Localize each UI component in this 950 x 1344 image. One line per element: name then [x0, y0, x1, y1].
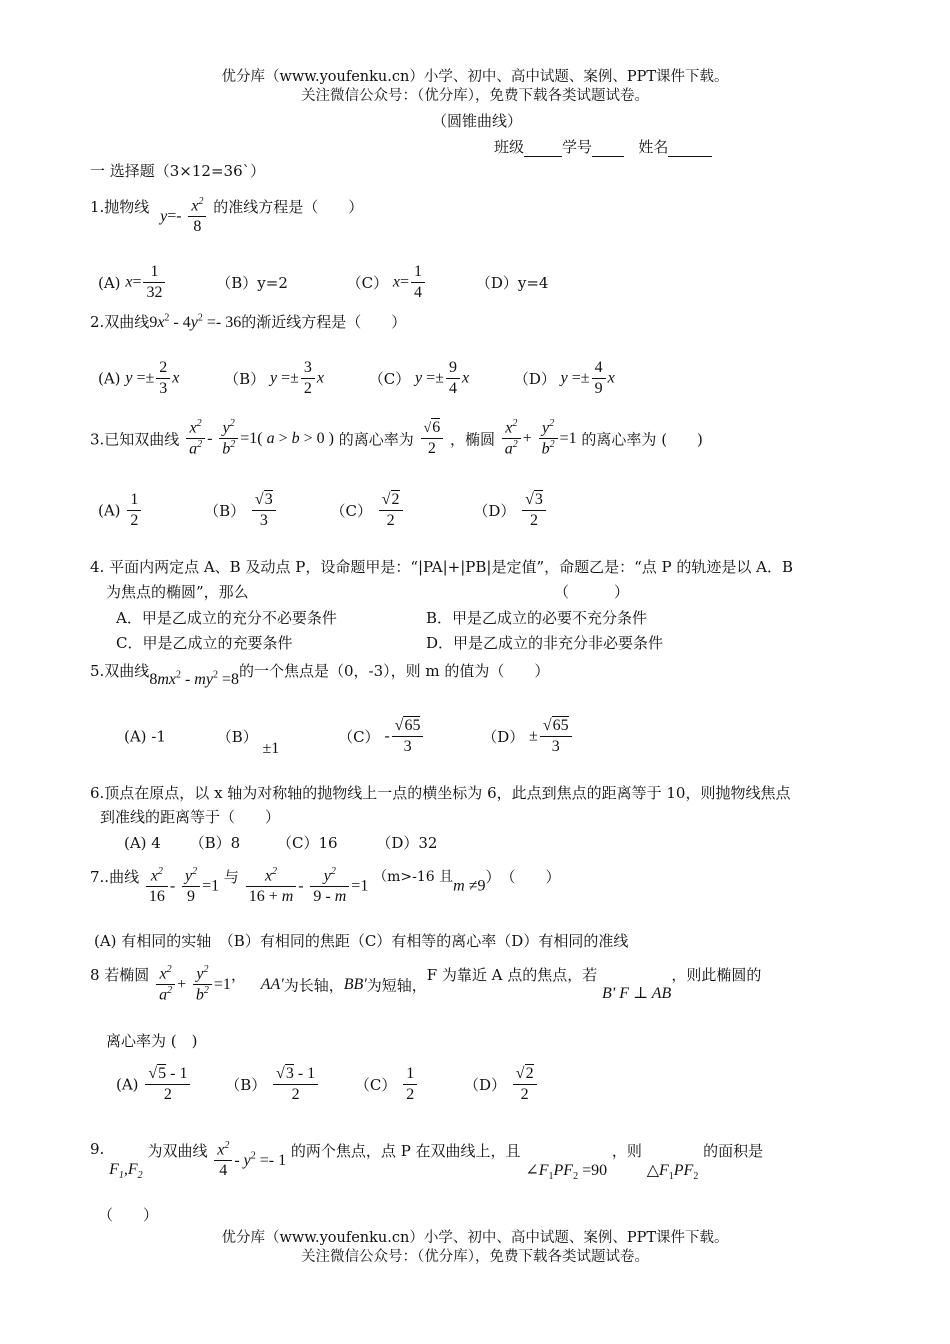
q5-d-pm: ± [529, 727, 538, 745]
q9-after: 的面积是 [703, 1142, 764, 1160]
q3-ellipse-x: $\frac{x^2}{a^2}$ [502, 418, 521, 460]
q8-mid2: 为长轴， [283, 976, 344, 995]
q3-condition: =1( a > b > 0 ) [240, 429, 334, 447]
q2-b-eq: =± [277, 369, 299, 387]
q7-curve2-x: $\frac{x^2}{16 + m}$ [246, 866, 297, 907]
q3-minus: - [207, 429, 213, 447]
id-label: 学号 [562, 138, 593, 156]
q3-d-fraction: $\frac{√3}{2}$ [522, 490, 546, 531]
q1-a-eq: = [132, 273, 142, 291]
student-info [494, 136, 712, 157]
footer-line-2: 关注微信公众号：（优分库），免费下载各类试题试卷。 [301, 1249, 649, 1265]
q3-options [98, 490, 548, 531]
class-blank [524, 138, 562, 157]
q9-triangle: $\triangle F_1PF_2$ [646, 1161, 699, 1182]
q7-mid: 与 [223, 868, 239, 886]
q3-plus: + [522, 429, 532, 447]
q1-after: 的准线方程是（ ） [213, 198, 364, 216]
q2-c-fraction: $\frac{9}{4}$ [446, 358, 460, 399]
q1-a-fraction: $\frac{1}{32}$ [143, 262, 165, 303]
q3-a-fraction: $\frac{1}{2}$ [127, 490, 141, 531]
q2-d-eq: =± [567, 369, 590, 387]
q1-option-b: （B）y=2 [216, 274, 288, 292]
q4-option-d: D．甲是乙成立的非充分非必要条件 [426, 634, 664, 652]
q3-c-fraction: $\frac{√2}{2}$ [379, 490, 403, 531]
q3-after: 的离心率为 ( ) [581, 430, 703, 449]
q3-option-d: （D） [473, 502, 516, 520]
q4-option-c: C．甲是乙成立的充要条件 [116, 634, 293, 652]
q5-after: 的一个焦点是（0，-3），则 m 的值为（ ） [238, 662, 550, 680]
q5-options [124, 716, 574, 757]
q2-a-x: x [172, 369, 180, 387]
q8-plus: + [177, 975, 187, 993]
q3-text: 3.已知双曲线 [90, 430, 180, 449]
q2-option-c: （C） [368, 370, 411, 388]
q8-line-2: 离心率为 ( ) [106, 1032, 198, 1050]
q8-mid4: F 为靠近 A 点的焦点，若 [426, 966, 598, 984]
q6-options [124, 832, 437, 853]
q7-minus1: - [169, 877, 176, 895]
q8-major-axis: AA' [260, 975, 284, 993]
q2-a-fraction: $\frac{2}{3}$ [156, 358, 170, 399]
q5-d-fraction: $\frac{√65}{3}$ [540, 716, 572, 757]
q2-option-a: (A) [98, 369, 121, 388]
q8-mid3: 为短轴， [366, 976, 427, 995]
q9-mid1: 为双曲线 [147, 1142, 208, 1160]
q5-text: 5.双曲线 [90, 662, 150, 680]
name-label: 姓名 [638, 138, 669, 156]
q3-option-b: （B） [204, 502, 246, 520]
q3-option-a: (A) [98, 501, 121, 520]
name-blank [668, 138, 712, 157]
q7-eq2: =1 [351, 877, 369, 895]
footer-line-1: 优分库（www.youfenku.cn）小学、初中、高中试题、案例、PPT课件下载。 [221, 1230, 729, 1246]
q8-option-b: （B） [225, 1076, 267, 1094]
q6-option-c: （C）16 [277, 834, 338, 852]
q2-c-x: x [461, 369, 470, 387]
question-9 [90, 1140, 763, 1181]
q8-option-c: （C） [354, 1076, 397, 1094]
q1-text: 1.抛物线 [90, 198, 150, 216]
q2-d-x: x [607, 369, 615, 387]
q9-mid2: 的两个焦点，点 P 在双曲线上，且 [290, 1142, 521, 1160]
q2-text: 2.双曲线 [90, 313, 150, 331]
q2-b-x: x [316, 369, 324, 387]
q6-option-b: （B）8 [189, 834, 241, 852]
q7-text: 7..曲线 [90, 868, 140, 886]
q8-minor-axis: BB' [343, 975, 367, 993]
q2-formula: $9x^2 - 4y^2 =- 36$ [149, 312, 242, 331]
q8-d-fraction: $\frac{√2}{2}$ [513, 1064, 537, 1105]
q5-b-value: ±1 [262, 739, 280, 757]
q3-mid: 的离心率为 [338, 430, 414, 449]
q8-ellipse-y: $\frac{y^2}{b^2}$ [193, 964, 212, 1006]
q8-after: ，则此椭圆的 [671, 966, 762, 984]
question-2 [90, 311, 406, 332]
q2-a-formula: y [125, 369, 133, 387]
q1-options [98, 262, 548, 303]
q9-mid3: ，则 [611, 1142, 642, 1160]
question-8 [90, 964, 761, 1006]
q7-condition: m ≠9 [453, 877, 486, 895]
q8-option-a: (A) [116, 1075, 139, 1094]
question-1 [90, 196, 363, 237]
question-3 [90, 418, 703, 460]
q3-eccentricity: $\frac{√6}{2}$ [421, 418, 444, 459]
q1-option-d: （D）y=4 [475, 274, 549, 292]
q1-option-a: (A) [98, 273, 121, 292]
q3-option-c: （C） [330, 502, 372, 520]
q2-d-formula: y [560, 369, 568, 387]
q6-option-d: （D）32 [376, 834, 438, 852]
q9-text: 9. [90, 1140, 105, 1158]
q8-text: 8 若椭圆 [90, 966, 150, 984]
q7-curve1-y: $\frac{y^2}{9}$ [182, 866, 200, 907]
q4-option-a: A．甲是乙成立的充分不必要条件 [116, 609, 337, 627]
q2-d-fraction: $\frac{4}{9}$ [592, 358, 606, 399]
q2-b-formula: y [269, 369, 278, 387]
q2-a-eq: =± [132, 369, 155, 387]
q3-hyperbola-y: $\frac{y^2}{b^2}$ [219, 418, 238, 460]
section-heading: 一 选择题（3×12=36`） [90, 162, 266, 180]
q2-options [98, 358, 615, 399]
q2-c-eq: =± [422, 369, 444, 387]
q7-after2: ） （ ） [485, 868, 561, 886]
q8-option-d: （D） [463, 1076, 506, 1094]
q5-formula: $8mx^2 - my^2 =8$ [149, 670, 239, 689]
q5-option-a: (A) -1 [124, 727, 166, 746]
q3-b-fraction: $\frac{√3}{3}$ [252, 490, 276, 531]
q7-curve2-y: $\frac{y^2}{9 - m}$ [310, 866, 349, 907]
q9-paren: （ ） [98, 1206, 159, 1224]
id-blank [592, 138, 624, 157]
q7-minus2: - [298, 877, 304, 895]
q5-option-c: （C） [338, 728, 380, 746]
q5-option-d: （D） [482, 728, 525, 746]
q2-c-formula: y [415, 369, 423, 387]
q4-line-1: 4. 平面内两定点 A、B 及动点 P，设命题甲是：“|PA|+|PB|是定值”，命题乙是：“点 P 的轨迹是以 A．B [90, 558, 794, 576]
q7-options: (A) 有相同的实轴 （B）有相同的焦距（C）有相等的离心率（D）有相同的准线 [94, 932, 629, 950]
q5-c-fraction: $\frac{√65}{3}$ [392, 716, 424, 757]
q4-option-b: B．甲是乙成立的必要不充分条件 [426, 609, 648, 627]
q3-hyperbola-x: $\frac{x^2}{a^2}$ [186, 418, 205, 460]
q5-c-minus: - [384, 727, 390, 745]
q2-option-b: （B） [224, 370, 266, 388]
q7-eq1: =1 [202, 877, 220, 895]
header-line-2: 关注微信公众号：（优分库），免费下载各类试题试卷。 [301, 88, 649, 104]
q2-option-d: （D） [513, 370, 556, 388]
q9-foci: $F_1,F_2$ [109, 1160, 143, 1181]
q1-fraction: $\frac{x^2}{8}$ [188, 196, 206, 237]
q1-option-c: （C） [346, 274, 389, 292]
q1-c-eq: = [400, 273, 410, 291]
q8-b-fraction: $\frac{√3 - 1}{2}$ [273, 1064, 318, 1105]
q1-c-formula: x [392, 273, 401, 291]
question-7 [90, 866, 560, 907]
q6-option-a: (A) 4 [124, 834, 161, 852]
q9-hyperbola-x: $\frac{x^2}{4}$ [214, 1140, 232, 1181]
q9-hyperbola-rest: - $y^2 =- 1$ [234, 1151, 287, 1170]
q8-mid1: ， [230, 966, 246, 984]
q1-formula: y [160, 207, 168, 225]
question-5 [90, 660, 550, 689]
q8-eq1: =1 [213, 975, 231, 993]
q8-ellipse-x: $\frac{x^2}{a^2}$ [156, 964, 175, 1006]
q3-mid2: ，椭圆 [450, 430, 496, 449]
class-label: 班级 [494, 138, 525, 156]
page-title: （圆锥曲线） [432, 112, 523, 130]
q5-option-b: （B） [216, 728, 258, 746]
q8-perpendicular: B' F ⊥ AB [602, 984, 672, 1002]
q1-eq: =- [167, 207, 182, 225]
q1-c-fraction: $\frac{1}{4}$ [411, 262, 425, 303]
q6-line-1: 6.顶点在原点，以 x 轴为对称轴的抛物线上一点的横坐标为 6，此点到焦点的距离等于 10，则抛物线焦点 [90, 784, 791, 802]
q6-line-2: 到准线的距离等于（ ） [100, 808, 281, 826]
header-line-1: 优分库（www.youfenku.cn）小学、初中、高中试题、案例、PPT课件下载。 [221, 69, 729, 85]
q8-c-fraction: $\frac{1}{2}$ [403, 1064, 417, 1105]
q2-b-fraction: $\frac{3}{2}$ [301, 358, 315, 399]
q4-line-2: 为焦点的椭圆”，那么 [106, 583, 249, 601]
q4-paren: （ ） [554, 583, 630, 601]
q7-after: （m>-16 且 [373, 869, 454, 885]
q8-a-fraction: $\frac{√5 - 1}{2}$ [145, 1064, 190, 1105]
q3-eq1: =1 [559, 429, 577, 447]
q3-ellipse-y: $\frac{y^2}{b^2}$ [539, 418, 558, 460]
q7-curve1-x: $\frac{x^2}{16}$ [146, 866, 168, 907]
q9-angle: $\angle F_1PF_2 =90$ [525, 1161, 608, 1182]
q8-options [116, 1064, 539, 1105]
q1-a-formula: x [125, 273, 133, 291]
q2-after: 的渐近线方程是（ ） [241, 313, 407, 331]
